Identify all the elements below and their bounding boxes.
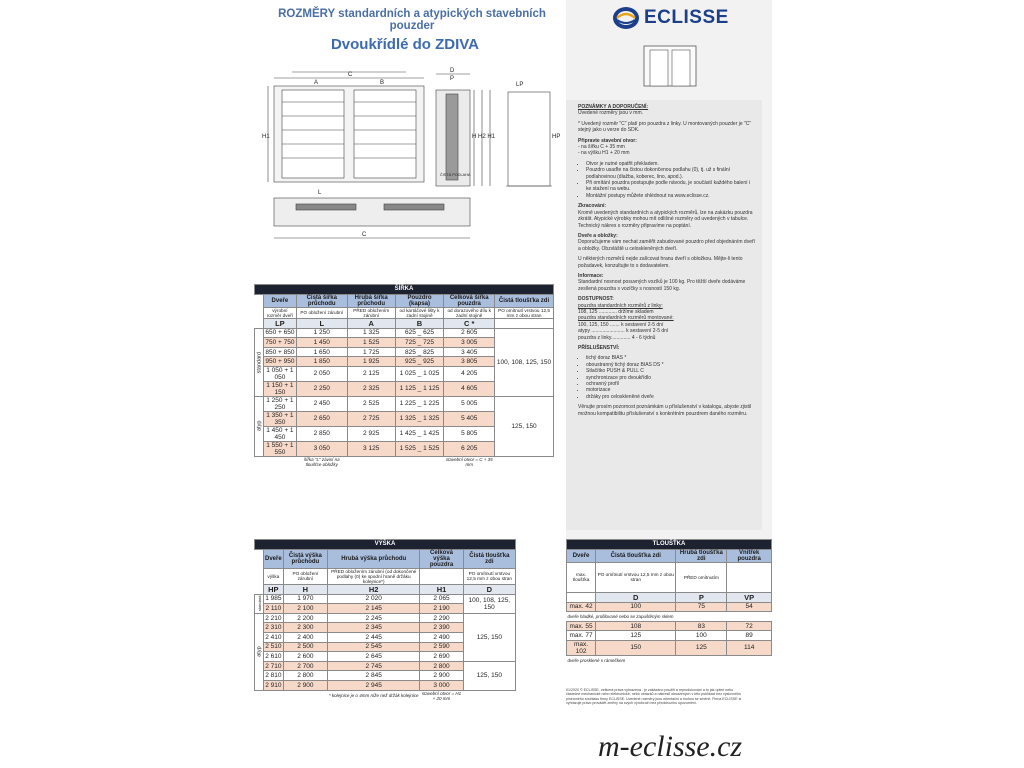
height-cell: 2 545 — [328, 642, 420, 652]
availability-line: pouzdra standardních rozměrů montované: — [578, 315, 674, 322]
width-cell: 1 525 — [347, 338, 395, 348]
height-footnote-h2: * kolejnice je o 4mm níže než držák kolejnice — [328, 693, 419, 699]
thickness-table — [566, 539, 772, 665]
height-cell: 2 400 — [283, 632, 327, 642]
height-cell: 1 970 — [283, 594, 327, 604]
width-cell: 1 250 — [296, 328, 347, 338]
thickness-col-desc: max. tloušťka — [567, 562, 596, 592]
document-subtitle: Dvoukřídlé do ZDIVA — [330, 36, 480, 53]
thickness-code: VP — [727, 592, 772, 602]
width-cell: 1 650 — [296, 347, 347, 357]
drawing-label-l: L — [318, 190, 322, 196]
thickness-cell: max. 77 — [567, 631, 596, 641]
width-table — [254, 284, 554, 467]
height-cell: 2 710 — [265, 662, 282, 670]
height-cell: 2 300 — [283, 623, 327, 633]
height-cell: 2 145 — [328, 604, 420, 614]
width-cell: 1 350 + 1 350 — [264, 411, 297, 426]
thickness-cell: 125 — [676, 640, 727, 655]
width-col-desc: od kartáčové lišty k zadní stojině — [395, 307, 444, 318]
thickness-code: P — [676, 592, 727, 602]
height-cell: 1 985 — [265, 595, 282, 603]
height-code: H2 — [328, 584, 420, 594]
group-label-atyp: atyp — [255, 396, 264, 456]
thickness-cell: 83 — [676, 621, 727, 631]
technical-drawing — [262, 64, 562, 244]
width-cell: 750 + 750 — [265, 338, 295, 346]
height-thickness-atyp-a: 125, 150 — [463, 613, 515, 661]
width-cell: 2 525 — [347, 396, 395, 411]
thickness-cell: 108 — [596, 621, 676, 631]
height-col-header: Dveře — [264, 549, 284, 568]
width-cell: 3 005 — [444, 338, 495, 348]
height-col-header: Celková výška pouzdra — [420, 549, 463, 568]
width-cell: 5 805 — [444, 426, 495, 441]
height-cell: 2 190 — [420, 604, 463, 614]
thickness-cell: max. 102 — [567, 640, 596, 655]
height-group-atyp: atyp — [255, 613, 264, 690]
notes-heading-opening: Připravte stavební otvor: — [578, 137, 637, 144]
height-cell: 2 590 — [420, 642, 463, 652]
height-code: HP — [264, 584, 284, 594]
height-cell: 2 845 — [328, 671, 420, 681]
width-cell: 2 250 — [296, 381, 347, 396]
thickness-col-header: Čistá tloušťka zdi — [596, 549, 676, 562]
notes-bullets — [578, 161, 756, 199]
width-cell: 650 + 650 — [265, 329, 295, 337]
notes-heading-doors: Dveře a obložky: — [578, 232, 618, 239]
height-cell: 2 500 — [283, 642, 327, 652]
height-thickness-atyp-b: 125, 150 — [463, 661, 515, 690]
width-code: L — [296, 318, 347, 328]
thickness-cell: 75 — [676, 602, 727, 612]
accessory-item: • oboustranný tichý doraz BIAS DS * — [586, 362, 756, 368]
drawing-label-c-bottom: C — [362, 232, 367, 238]
thickness-cell: 72 — [727, 621, 772, 631]
thickness-table-title: TLOUŠŤKA — [567, 540, 772, 550]
thickness-code: D — [596, 592, 676, 602]
drawing-label-d: D — [450, 68, 455, 74]
width-cell: 625 _ 625 — [395, 328, 444, 338]
notes-heading-info: Informace: — [578, 272, 604, 279]
notes-doors-text-2: U některých rozměrů nejde zalícovat hranu dveří s obložkou. Mějte-li tento požadavek, konzultujte to s dodavatelem. — [578, 256, 743, 269]
height-cell: 2 100 — [283, 604, 327, 614]
notes-opening-height: - na výšku H1 + 20 mm — [578, 150, 630, 157]
logo-emblem-icon — [612, 6, 640, 30]
thickness-cell: max. 42 — [567, 602, 596, 612]
height-cell: 2 510 — [265, 643, 282, 651]
height-col-header: Čistá výška průchodu — [283, 549, 327, 568]
drawing-label-a: A — [314, 80, 319, 86]
height-cell: 2 490 — [420, 632, 463, 642]
width-cell: 1 925 — [347, 357, 395, 367]
width-cell: 2 050 — [296, 366, 347, 381]
width-cell: 4 205 — [444, 366, 495, 381]
drawing-label-floor: ČISTÁ PODLAHA — [440, 173, 471, 177]
width-cell: 1 225 _ 1 225 — [395, 396, 444, 411]
thickness-col-desc: PO omítnutí vrstvou 12,5 mm z obou stran — [596, 562, 676, 592]
width-thickness-atyp: 125, 150 — [495, 396, 554, 456]
width-col-desc: výrobní rozměr dveří — [264, 307, 297, 318]
thickness-col-desc — [727, 562, 772, 592]
width-cell: 725 _ 725 — [395, 338, 444, 348]
accessory-item: • tichý doraz BIAS * — [586, 355, 756, 361]
height-footnote-h1: stavební otvor = H1 + 20 mm — [421, 690, 462, 701]
drawing-label-h-h2-h1: H H2 H1 — [472, 134, 496, 140]
accessory-item: • ochranný profil — [586, 381, 756, 387]
height-cell: 2 800 — [283, 671, 327, 681]
drawing-label-b: B — [380, 80, 385, 86]
width-cell: 1 550 + 1 550 — [264, 441, 297, 456]
thickness-col-header: Dveře — [567, 549, 596, 562]
width-col-header: Pouzdro (kapsa) — [395, 294, 444, 307]
width-code: LP — [264, 318, 297, 328]
width-col-header: Čistá tloušťka zdi — [495, 294, 554, 307]
width-cell: 5 405 — [444, 411, 495, 426]
availability-line: pouzdra standardních rozměrů z linky: — [578, 302, 663, 309]
width-cell: 1 450 + 1 450 — [264, 426, 297, 441]
width-col-desc: od dorazového dílu k zadní stojině — [444, 307, 495, 318]
thickness-note-1: dveře hladké, profilované nebo se zapuštěným sklem — [567, 613, 674, 619]
height-cell: 2 210 — [265, 614, 282, 622]
height-code: H1 — [420, 584, 463, 594]
width-cell: 1 125 _ 1 125 — [395, 381, 444, 396]
thickness-cell: 100 — [596, 602, 676, 612]
height-col-desc: výška — [264, 568, 284, 584]
logo-text: ECLISSE — [644, 7, 729, 28]
height-cell: 2 900 — [420, 671, 463, 681]
width-cell: 2 850 — [296, 426, 347, 441]
width-col-desc: PŘED obložením zárubní — [347, 307, 395, 318]
width-cell: 2 325 — [347, 381, 395, 396]
thickness-col-desc: PŘED omítnutím — [676, 562, 727, 592]
width-cell: 1 325 — [347, 328, 395, 338]
availability-line: pouzdra z linky.............. 4 - 6 týdnů — [578, 334, 656, 341]
notes-accessories-remark: Věnujte prosím pozornost poznámkám u příslušenství v katalogu, abyste zjistil možnou kompatibilitu příslušenství s konkrétním pouzdrem daného rozměru. — [578, 404, 752, 417]
height-table-title: VÝŠKA — [255, 540, 516, 550]
width-cell: 3 050 — [296, 441, 347, 456]
width-cell: 1 025 _ 1 025 — [395, 366, 444, 381]
notes-shortening-text: Kromě uvedených standardních a atypických rozměrů, lze na zakázku pouzdra zkrátit. Atypické výrobky mohou mít odlišné rozměry od uvedených v tabulce. Technický nákres s rozměry připravíme na poptání. — [578, 209, 753, 229]
width-footnote-l: šířka "L" závisí na tloušťce obložky — [303, 456, 340, 467]
drawing-label-c: C — [348, 72, 353, 78]
notes-panel — [566, 100, 762, 530]
notes-units: Uvedené rozměry jsou v mm. — [578, 110, 644, 117]
width-cell: 950 + 950 — [265, 358, 295, 366]
width-col-desc: PO omítnutí vrstvou 12,5 mm z obou stran — [495, 307, 554, 318]
width-col-header: Čistá šířka průchodu — [296, 294, 347, 307]
accessory-item: • motorizace — [586, 387, 756, 393]
accessory-item: • Stlačítko PUSH & PULL C — [586, 368, 756, 374]
height-group-standard: standard — [256, 595, 262, 612]
drawing-label-hp: HP — [552, 134, 561, 140]
thickness-cell: 54 — [727, 602, 772, 612]
height-cell: 2 020 — [328, 594, 420, 604]
availability-line: atypy ........................ k sestavení 2-5 dní — [578, 328, 669, 335]
notes-heading-shortening: Zkracování: — [578, 203, 607, 210]
availability-line: 100, 125, 150 ....... k sestavení 2-5 dní — [578, 321, 664, 328]
notes-info-text: Standardní nosnost posuvných vozíků je 100 kg. Pro těžší dveře dodáváme zesílená pouzdra s vozíčky s nosností 150 kg. — [578, 279, 746, 292]
width-col-header: Celková šířka pouzdra — [444, 294, 495, 307]
double-door-thumbnail — [640, 42, 700, 88]
notes-bullet: • Pouzdro usaďte na čistou dokončenou podlahu (0), tj. už s finální podlahovinou (dlažba, koberec, lino, apod.). — [586, 167, 756, 180]
width-cell: 850 + 850 — [265, 348, 295, 356]
width-col-desc: PO obložení zárubní — [296, 307, 347, 318]
height-thickness-standard: 100, 108, 125, 150 — [463, 594, 515, 613]
width-cell: 2 650 — [296, 411, 347, 426]
notes-bullet: • Otvor je nutné opatřit překladem. — [586, 161, 756, 167]
notes-bullet: • Montážní postupy můžete shlédnout na www.eclisse.cz. — [586, 193, 756, 199]
accessory-item: • držáky pro celoskleněné dveře — [586, 394, 756, 400]
height-cell: 2 600 — [283, 652, 327, 662]
width-cell: 825 _ 825 — [395, 347, 444, 357]
thickness-cell: max. 55 — [567, 621, 596, 631]
width-col-header: Dveře — [264, 294, 297, 307]
width-cell: 2 725 — [347, 411, 395, 426]
group-label-standard: standard — [255, 328, 264, 396]
height-cell: 2 310 — [265, 624, 282, 632]
height-cell: 2 900 — [283, 680, 327, 690]
notes-heading-accessories: PŘÍSLUŠENSTVÍ: — [578, 345, 620, 351]
width-cell: 2 925 — [347, 426, 395, 441]
height-cell: 2 810 — [265, 672, 282, 680]
notes-bullet: • Při omítání pouzdra postupujte podle návodu, je součástí každého balení i ke stažení na webu. — [586, 180, 756, 193]
height-col-desc — [420, 568, 463, 584]
notes-heading-availability: DOSTUPNOST: — [578, 296, 614, 303]
notes-doors-text: Doporučujeme vám nechat zaměřit zabudované pouzdro před objednáním dveří a obložky. Obzvláště u celoskleněných dveří. — [578, 239, 756, 252]
thickness-cell: 125 — [596, 631, 676, 641]
accessories-list — [578, 355, 756, 400]
document-title: ROZMĚRY standardních a atypických stavebních pouzder — [278, 8, 546, 32]
width-code: B — [395, 318, 444, 328]
height-cell: 2 700 — [283, 661, 327, 671]
height-col-desc: PO omítnutí vrstvou 12,5 mm z obou stran — [463, 568, 515, 584]
width-cell: 3 405 — [444, 347, 495, 357]
width-table-title: ŠÍŘKA — [255, 285, 554, 295]
thickness-col-header: Hrubá tloušťka zdi — [676, 549, 727, 562]
height-cell: 2 290 — [420, 613, 463, 623]
height-code: D — [463, 584, 515, 594]
height-cell: 2 390 — [420, 623, 463, 633]
notes-dimension-c: * Uvedený rozměr "C" platí pro pouzdra z linky. U montovaných pouzder je "C" stejný jako u verze do SDK. — [578, 120, 752, 134]
height-col-desc: PO obložení zárubní — [283, 568, 327, 584]
eclisse-logo — [612, 4, 752, 32]
width-cell: 1 325 _ 1 325 — [395, 411, 444, 426]
height-cell: 2 245 — [328, 613, 420, 623]
width-cell: 1 525 _ 1 525 — [395, 441, 444, 456]
height-cell: 2 345 — [328, 623, 420, 633]
drawing-label-h1: H1 — [262, 134, 270, 140]
height-cell: 3 000 — [420, 680, 463, 690]
notes-opening-width: - na šířku C + 35 mm — [578, 144, 625, 151]
width-cell: 2 605 — [444, 328, 495, 338]
width-cell: 1 050 + 1 050 — [264, 366, 297, 381]
legal-text: 01/2020 © ECLISSE, veškerá práva vyhrazena - je zakázáno použití a reprodukování a to jak úplné nebo částečné mechanické nebo elektronické, nebo obrázků a nákresů obsažených v této publikaci bez výslovného písemného souhlasu firmy ECLISSE. Uvedené rozměry jsou orientační a mohou se změnit. Firma ECLISSE si vyhrazuje právo provádět změny na svých výrobcích bez předchozího upozornění. — [566, 688, 742, 706]
height-cell: 2 645 — [328, 652, 420, 662]
width-cell: 1 450 — [296, 338, 347, 348]
width-cell: 1 725 — [347, 347, 395, 357]
height-col-header: Hrubá výška průchodu — [328, 549, 420, 568]
width-code: C * — [444, 318, 495, 328]
width-footnote-c: stavební otvor = C + 35 mm — [445, 456, 493, 467]
height-cell: 2 800 — [420, 661, 463, 671]
width-code: A — [347, 318, 395, 328]
width-cell: 925 _ 925 — [395, 357, 444, 367]
height-code: H — [283, 584, 327, 594]
height-cell: 2 410 — [265, 633, 282, 641]
thickness-col-header: Vnitřek pouzdra — [727, 549, 772, 562]
height-cell: 2 610 — [265, 652, 282, 660]
width-thickness-standard: 100, 108, 125, 150 — [495, 328, 554, 396]
width-cell: 1 850 — [296, 357, 347, 367]
width-cell: 2 450 — [296, 396, 347, 411]
width-cell: 5 005 — [444, 396, 495, 411]
notes-heading-recommendations: POZNÁMKY A DOPORUČENÍ: — [578, 104, 649, 110]
footer-url[interactable]: m-eclisse.cz — [598, 730, 743, 763]
width-col-header: Hrubá šířka průchodu — [347, 294, 395, 307]
availability-line: 108, 125 ............. držíme skladem — [578, 308, 654, 315]
width-cell: 4 605 — [444, 381, 495, 396]
height-cell: 2 445 — [328, 632, 420, 642]
height-table — [254, 539, 516, 701]
height-col-desc: PŘED obložením zárubní (od dokončené podlahy (0) ke spodní hraně držáku kolejnice*) — [328, 568, 420, 584]
width-cell: 3 125 — [347, 441, 395, 456]
width-cell: 1 250 + 1 250 — [264, 396, 297, 411]
width-cell: 1 425 _ 1 425 — [395, 426, 444, 441]
width-cell: 6 205 — [444, 441, 495, 456]
height-cell: 2 110 — [265, 604, 282, 612]
thickness-cell: 100 — [676, 631, 727, 641]
height-col-header: Čistá tloušťka zdi — [463, 549, 515, 568]
height-cell: 2 065 — [420, 594, 463, 604]
accessory-item: • synchronizace pro dvoukřídlo — [586, 375, 756, 381]
width-cell: 3 805 — [444, 357, 495, 367]
height-cell: 2 745 — [328, 661, 420, 671]
width-cell: 2 125 — [347, 366, 395, 381]
height-cell: 2 690 — [420, 652, 463, 662]
height-cell: 2 910 — [265, 681, 282, 689]
thickness-cell: 150 — [596, 640, 676, 655]
drawing-label-lp: LP — [516, 82, 524, 88]
height-cell: 2 200 — [283, 613, 327, 623]
height-cell: 2 945 — [328, 680, 420, 690]
thickness-note-2: dveře prosklené s rámečkem — [567, 658, 626, 664]
drawing-label-p: P — [450, 76, 455, 82]
thickness-cell: 114 — [727, 640, 772, 655]
width-cell: 1 150 + 1 150 — [264, 381, 297, 396]
thickness-cell: 89 — [727, 631, 772, 641]
